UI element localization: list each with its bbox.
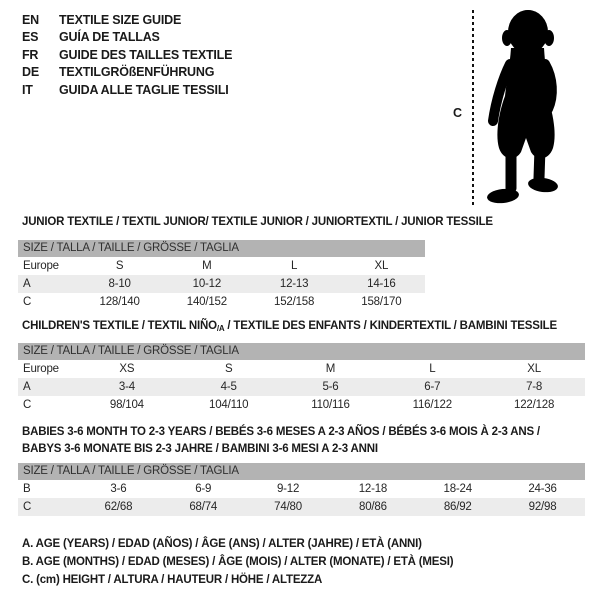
row-label: B [23, 483, 31, 495]
lang-row-en [22, 12, 232, 29]
months-cell: 12-18 [358, 483, 388, 495]
row-label: Europe [23, 260, 59, 272]
children-title-post: / TEXTILE DES ENFANTS / KINDERTEXTIL / BAMBINI TESSILE [224, 320, 557, 332]
lang-row-it [22, 82, 232, 99]
junior-size-table [18, 240, 425, 311]
row-label: A [23, 278, 31, 290]
height-cell: 158/170 [361, 296, 402, 308]
language-list [22, 12, 232, 99]
height-cell: 80/86 [359, 501, 387, 513]
babies-row-months [18, 480, 585, 498]
height-cell: 140/152 [186, 296, 227, 308]
size-cell: S [115, 260, 124, 272]
note-age-months: B. AGE (MONTHS) / EDAD (MESES) / ÂGE (MOIS) / ALTER (MONATE) / ETÀ (MESI) [22, 556, 454, 568]
lang-label: GUIDE DES TAILLES TEXTILE [59, 47, 233, 62]
children-size-table [18, 343, 585, 414]
size-cell: L [291, 260, 298, 272]
note-height-cm: C. (cm) HEIGHT / ALTURA / HAUTEUR / HÖHE / ALTEZZA [22, 574, 323, 586]
lang-label: GUÍA DE TALLAS [59, 30, 160, 45]
height-cell: 116/122 [412, 399, 452, 411]
height-cell: 98/104 [109, 399, 144, 411]
height-cell: 62/68 [104, 501, 133, 513]
junior-section-title: JUNIOR TEXTILE / TEXTIL JUNIOR/ TEXTILE JUNIOR / JUNIORTEXTIL / JUNIOR TESSILE [22, 216, 493, 228]
age-cell: 8-10 [108, 278, 131, 290]
lang-code: IT [22, 82, 33, 97]
junior-row-europe [18, 257, 425, 275]
months-cell: 6-9 [195, 483, 212, 495]
children-row-europe [18, 360, 585, 378]
lang-row-es [22, 29, 232, 46]
size-cell: XL [527, 363, 541, 375]
row-label: C [23, 296, 32, 308]
lang-code: ES [22, 30, 39, 45]
lang-label: TEXTILGRÖßENFÜHRUNG [59, 65, 215, 80]
junior-row-age [18, 275, 425, 293]
babies-section-title [22, 424, 540, 458]
size-cell: L [429, 363, 436, 375]
babies-row-height [18, 498, 585, 516]
age-cell: 7-8 [526, 381, 543, 393]
age-cell: 6-7 [424, 381, 441, 393]
height-marker-label: C [453, 106, 463, 120]
age-cell: 12-13 [279, 278, 309, 290]
size-cell: S [224, 363, 233, 375]
months-cell: 24-36 [528, 483, 557, 495]
lang-label: TEXTILE SIZE GUIDE [59, 13, 182, 27]
lang-label: GUIDA ALLE TAGLIE TESSILI [59, 82, 229, 97]
size-cell: M [325, 363, 336, 375]
lang-code: EN [22, 13, 39, 27]
lang-row-de [22, 64, 232, 81]
lang-row-fr [22, 47, 232, 64]
lang-code: DE [22, 65, 39, 80]
junior-size-header: SIZE / TALLA / TAILLE / GRÖSSE / TAGLIA [18, 240, 425, 257]
age-cell: 3-4 [118, 381, 135, 393]
size-cell: XS [119, 363, 135, 375]
height-cell: 104/110 [209, 399, 249, 411]
height-cell: 68/74 [189, 501, 218, 513]
children-section-title [22, 320, 557, 333]
junior-row-height [18, 293, 425, 311]
height-cell: 92/98 [528, 501, 557, 513]
children-size-header: SIZE / TALLA / TAILLE / GRÖSSE / TAGLIA [18, 343, 585, 360]
children-title-subscript: /A [216, 324, 225, 333]
height-cell: 122/128 [514, 399, 555, 411]
row-label: Europe [23, 363, 59, 375]
babies-size-table [18, 463, 585, 516]
babies-size-header: SIZE / TALLA / TAILLE / GRÖSSE / TAGLIA [18, 463, 585, 480]
babies-title-line1: BABIES 3-6 MONTH TO 2-3 YEARS / BEBÉS 3-6 MESES A 2-3 AÑOS / BÉBÉS 3-6 MOIS À 2-3 ANS / [22, 426, 540, 438]
toddler-silhouette-icon [483, 8, 571, 206]
note-age-years: A. AGE (YEARS) / EDAD (AÑOS) / ÂGE (ANS) / ALTER (JAHRE) / ETÀ (ANNI) [22, 538, 422, 550]
months-cell: 3-6 [110, 483, 127, 495]
height-dashed-line [472, 10, 474, 206]
age-cell: 5-6 [322, 381, 339, 393]
children-title-pre: CHILDREN'S TEXTILE / TEXTIL NIÑO [22, 320, 217, 332]
months-cell: 18-24 [443, 483, 472, 495]
children-row-age [18, 378, 585, 396]
children-row-height [18, 396, 585, 414]
height-cell: 86/92 [443, 501, 472, 513]
legend-notes [22, 535, 453, 589]
size-cell: M [202, 260, 212, 272]
age-cell: 4-5 [220, 381, 237, 393]
lang-code: FR [22, 47, 39, 62]
row-label: C [23, 501, 32, 513]
age-cell: 10-12 [192, 278, 222, 290]
height-cell: 110/116 [311, 399, 350, 411]
size-cell: XL [374, 260, 389, 272]
months-cell: 9-12 [276, 483, 300, 495]
age-cell: 14-16 [367, 278, 396, 290]
row-label: C [23, 399, 32, 411]
height-cell: 128/140 [99, 296, 140, 308]
babies-title-line2: BABYS 3-6 MONATE BIS 2-3 JAHRE / BAMBINI 3-6 MESI A 2-3 ANNI [22, 443, 378, 455]
height-cell: 74/80 [274, 501, 302, 513]
row-label: A [23, 381, 31, 393]
height-cell: 152/158 [274, 296, 315, 308]
